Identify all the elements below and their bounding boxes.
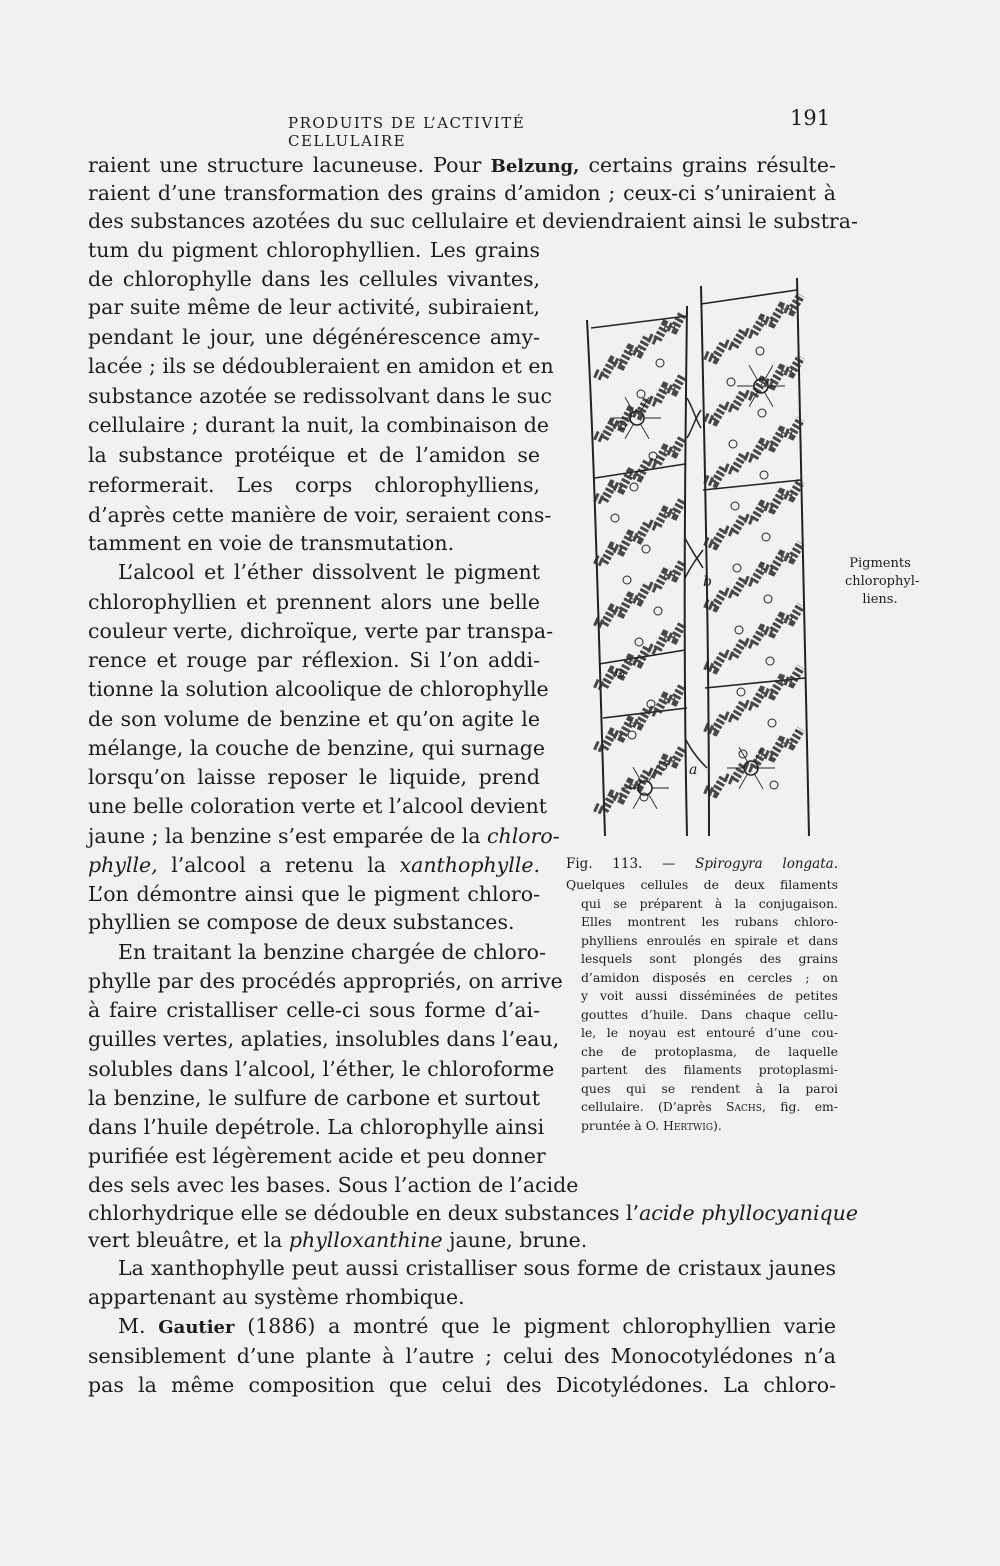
text-line	[88, 150, 836, 180]
text-line	[88, 966, 563, 996]
protoplasm-thread	[755, 774, 764, 789]
text-run: partent des filaments protoplasmi-	[581, 1062, 838, 1077]
text-run: pas la même composition que celui des Dicotylédones. La chloro-	[88, 1373, 836, 1397]
text-run: solubles dans l’alcool, l’éther, le chloroforme	[88, 1057, 555, 1081]
caption-line	[566, 1061, 838, 1080]
margin-note	[845, 555, 920, 609]
starch-grain	[766, 657, 774, 665]
text-run: cellulaire ; durant la nuit, la combinaison de	[88, 413, 550, 437]
starch-grain	[611, 514, 619, 522]
text-run: le, le noyau est entouré d’une cou-	[581, 1025, 838, 1040]
text-line	[88, 381, 553, 411]
starch-grain	[737, 688, 745, 696]
protoplasm-thread	[765, 392, 774, 407]
margin-note-line: Pigments	[849, 556, 911, 571]
text-run: rence et rouge par réflexion. Si l’on addi-	[88, 648, 540, 672]
text-line	[88, 616, 554, 646]
text-run: tamment en voie de transmutation.	[88, 531, 455, 555]
text-run: lorsqu’on laisse reposer le liquide, prend	[88, 765, 540, 789]
italic-term: chloro-	[487, 824, 560, 848]
caption-line	[566, 969, 838, 988]
chlorophyll-band	[595, 437, 683, 501]
text-run: des sels avec les bases. Sous l’action de l’acide	[88, 1173, 579, 1197]
text-line	[88, 645, 540, 675]
text-run: raient une structure lacuneuse. Pour	[88, 153, 491, 177]
text-run: , fig. em-	[761, 1099, 838, 1114]
text-run: (1886) a montré que le pigment chlorophyllien varie	[234, 1314, 837, 1338]
caption-line	[566, 1117, 838, 1136]
text-line	[88, 879, 540, 909]
text-run: chlorhydrique elle se dédouble en deux substances l’	[88, 1201, 640, 1225]
starch-grain	[623, 576, 631, 584]
starch-grain	[770, 781, 778, 789]
text-line	[88, 292, 540, 322]
starch-grain	[635, 638, 643, 646]
chlorophyll-band	[595, 561, 683, 625]
text-line	[88, 821, 560, 851]
text-line	[88, 410, 550, 440]
caption-line	[566, 1043, 838, 1062]
text-run: lacée ; ils se dédoubleraient en amidon et en	[88, 354, 554, 378]
text-line	[118, 937, 546, 967]
text-line	[88, 235, 540, 265]
chlorophyll-band	[705, 295, 801, 359]
text-run: phyllien se compose de deux substances.	[88, 910, 515, 934]
filament-wall	[587, 320, 605, 836]
chlorophyll-band	[705, 605, 801, 669]
text-line	[88, 1054, 555, 1084]
starch-grain	[637, 390, 645, 398]
text-run: de chlorophylle dans les cellules vivantes,	[88, 267, 540, 291]
chlorophyll-band	[595, 499, 683, 563]
figure-caption	[566, 856, 838, 1135]
text-line	[88, 1170, 579, 1200]
text-run: Fig. 113. —	[566, 856, 696, 872]
starch-grain	[727, 378, 735, 386]
text-run: tionne la solution alcoolique de chlorophylle	[88, 677, 549, 701]
author-name: Gautier	[158, 1317, 235, 1338]
text-run: purifiée est légèrement acide et peu donner	[88, 1144, 546, 1168]
starch-grain	[768, 719, 776, 727]
text-line	[88, 500, 552, 530]
protoplasm-thread	[739, 747, 748, 762]
caption-line	[566, 913, 838, 932]
text-line	[88, 206, 858, 236]
starch-grain	[758, 409, 766, 417]
chlorophyll-band	[705, 357, 801, 421]
caption-line	[566, 1098, 838, 1117]
starch-grain	[762, 533, 770, 541]
starch-grain	[764, 595, 772, 603]
text-run: L’on démontre ainsi que le pigment chloro-	[88, 882, 540, 906]
starch-grain	[733, 564, 741, 572]
text-line	[88, 704, 540, 734]
protoplasm-thread	[633, 794, 642, 809]
text-run: appartenant au système rhombique.	[88, 1285, 465, 1309]
text-run: phylliens enroulés en spirale et dans	[581, 932, 838, 948]
text-line	[88, 178, 836, 208]
text-line	[88, 440, 540, 470]
text-run: substance azotée se redissolvant dans le suc	[88, 384, 553, 408]
caption-line	[566, 932, 838, 951]
text-run: ques qui se rendent à la paroi	[581, 1080, 838, 1096]
text-line	[88, 1024, 560, 1054]
spirogyra-illustration	[575, 268, 815, 846]
text-run: che de protoplasma, de laquelle	[581, 1043, 838, 1059]
text-run: pendant le jour, une dégénérescence amy-	[88, 325, 540, 349]
chlorophyll-band	[595, 375, 683, 439]
filament-wall	[701, 286, 709, 836]
protoplasm-thread	[649, 794, 658, 809]
text-run: La xanthophylle peut aussi cristalliser sous forme de cristaux jaunes	[118, 1256, 836, 1280]
margin-note-line: chlorophyl-	[845, 574, 920, 589]
text-run: couleur verte, dichroïque, verte par transpa-	[88, 619, 554, 643]
text-run: certains grains résulte-	[579, 153, 836, 177]
text-run: jaune, brune.	[442, 1228, 588, 1252]
italic-term: Spirogyra longata.	[695, 856, 838, 872]
starch-grain	[656, 359, 664, 367]
text-run: de son volume de benzine et qu’on agite le	[88, 707, 540, 731]
italic-term: phylle,	[88, 853, 158, 877]
author-name: Belzung,	[490, 156, 580, 177]
text-line	[88, 528, 540, 558]
text-run: gouttes d’huile. Dans chaque cellu-	[581, 1006, 838, 1022]
caption-body	[566, 876, 838, 1135]
text-run: d’après cette manière de voir, seraient cons-	[88, 503, 552, 527]
protoplasm-thread	[641, 424, 650, 439]
text-run: tum du pigment chlorophyllien. Les grains	[88, 238, 540, 262]
text-run: Quelques cellules de deux filaments	[566, 877, 838, 892]
starch-grain	[756, 347, 764, 355]
cross-wall	[591, 316, 687, 328]
chlorophyll-band	[705, 667, 801, 731]
page-number: 191	[790, 106, 831, 130]
text-run: pruntée à O.	[581, 1117, 664, 1133]
text-run: d’amidon disposés en cercles ; on	[581, 969, 838, 985]
text-run: En traitant la benzine chargée de chloro-	[118, 940, 546, 964]
text-run: dans l’huile depétrole. La chlorophylle ainsi	[88, 1115, 545, 1139]
starch-grain	[628, 731, 636, 739]
text-run: à faire cristalliser celle-ci sous forme d’ai-	[88, 998, 540, 1022]
text-run: qui se préparent à la conjugaison.	[581, 895, 838, 911]
text-line	[88, 733, 546, 763]
text-run: Elles montrent les rubans chloro-	[581, 914, 838, 929]
figure-spirogyra	[575, 268, 815, 846]
text-line	[88, 1370, 836, 1400]
chlorophyll-band	[705, 543, 801, 607]
text-line	[88, 995, 540, 1025]
text-run: guilles vertes, aplaties, insolubles dans l’eau,	[88, 1027, 560, 1051]
protoplasm-thread	[633, 767, 642, 782]
caption-line	[566, 876, 838, 895]
starch-grain	[654, 607, 662, 615]
text-line	[88, 907, 540, 937]
caption-line	[566, 1024, 838, 1043]
text-run: l’alcool a retenu la	[157, 853, 400, 877]
chlorophyll-band	[595, 747, 683, 811]
italic-term: acide phyllocyanique	[639, 1201, 858, 1225]
text-line	[118, 557, 540, 587]
caption-line	[566, 987, 838, 1006]
caption-line	[566, 950, 838, 969]
text-line	[88, 470, 540, 500]
text-line	[88, 762, 540, 792]
cross-wall	[701, 290, 797, 304]
running-head: PRODUITS DE L’ACTIVITÉ CELLULAIRE	[288, 114, 526, 150]
text-run: raient d’une transformation des grains d’amidon ; ceux-ci s’uniraient à	[88, 181, 836, 205]
text-line	[88, 587, 540, 617]
text-line	[88, 322, 540, 352]
text-run: phylle par des procédés appropriés, on arrive	[88, 969, 563, 993]
text-line	[88, 1341, 836, 1371]
text-line	[88, 351, 554, 381]
text-line	[88, 1141, 546, 1171]
text-run: mélange, la couche de benzine, qui surnage	[88, 736, 546, 760]
margin-note-line: liens.	[862, 592, 898, 607]
figure-label-b: b	[703, 574, 712, 590]
chlorophyll-band	[595, 623, 683, 687]
caption-line	[566, 895, 838, 914]
text-line	[88, 674, 549, 704]
text-line	[88, 264, 540, 294]
starch-grain	[729, 440, 737, 448]
chlorophyll-band	[705, 419, 801, 483]
text-run: lesquels sont plongés des grains	[581, 951, 838, 966]
text-run: cellulaire. (D’après	[581, 1099, 727, 1114]
protoplasm-thread	[765, 365, 774, 380]
text-line	[118, 1253, 836, 1283]
text-line	[118, 1311, 836, 1341]
starch-grain	[642, 545, 650, 553]
text-run: des substances azotées du suc cellulaire et deviendraient ainsi le substra-	[88, 209, 858, 233]
text-run: chlorophyllien et prennent alors une belle	[88, 590, 540, 614]
text-run: y voit aussi disséminées de petites	[581, 988, 838, 1003]
text-run: ).	[713, 1117, 722, 1133]
text-line	[88, 850, 540, 880]
protoplasm-thread	[749, 365, 758, 380]
text-line	[88, 1198, 858, 1228]
text-line	[88, 1112, 545, 1142]
italic-term: xanthophylle.	[399, 853, 540, 877]
text-run: Sachs	[726, 1099, 762, 1114]
text-run: reformerait. Les corps chlorophylliens,	[88, 473, 540, 497]
italic-term: phylloxanthine	[288, 1228, 443, 1252]
text-run: vert bleuâtre, et la	[88, 1228, 289, 1252]
caption-line	[566, 1006, 838, 1025]
filament-wall	[685, 306, 687, 836]
text-line	[88, 1083, 540, 1113]
starch-grain	[731, 502, 739, 510]
text-run: L’alcool et l’éther dissolvent le pigment	[118, 560, 540, 584]
text-run: Hertwig	[663, 1117, 714, 1133]
text-line	[88, 1282, 836, 1312]
text-run: par suite même de leur activité, subiraient,	[88, 295, 540, 319]
text-run: sensiblement d’une plante à l’autre ; celui des Monocotylédones n’a	[88, 1344, 836, 1368]
caption-heading	[566, 856, 838, 876]
text-line	[88, 791, 548, 821]
starch-grain	[735, 626, 743, 634]
text-run: une belle coloration verte et l’alcool devient	[88, 794, 548, 818]
text-run: la substance protéique et de l’amidon se	[88, 443, 540, 467]
text-run: la benzine, le sulfure de carbone et surtout	[88, 1086, 540, 1110]
starch-grain	[630, 483, 638, 491]
text-run: M.	[118, 1314, 159, 1338]
chlorophyll-band	[705, 481, 801, 545]
text-run: jaune ; la benzine s’est emparée de la	[88, 824, 488, 848]
text-line	[88, 1225, 836, 1255]
caption-line	[566, 1080, 838, 1099]
starch-grain	[760, 471, 768, 479]
figure-label-a: a	[689, 762, 698, 778]
